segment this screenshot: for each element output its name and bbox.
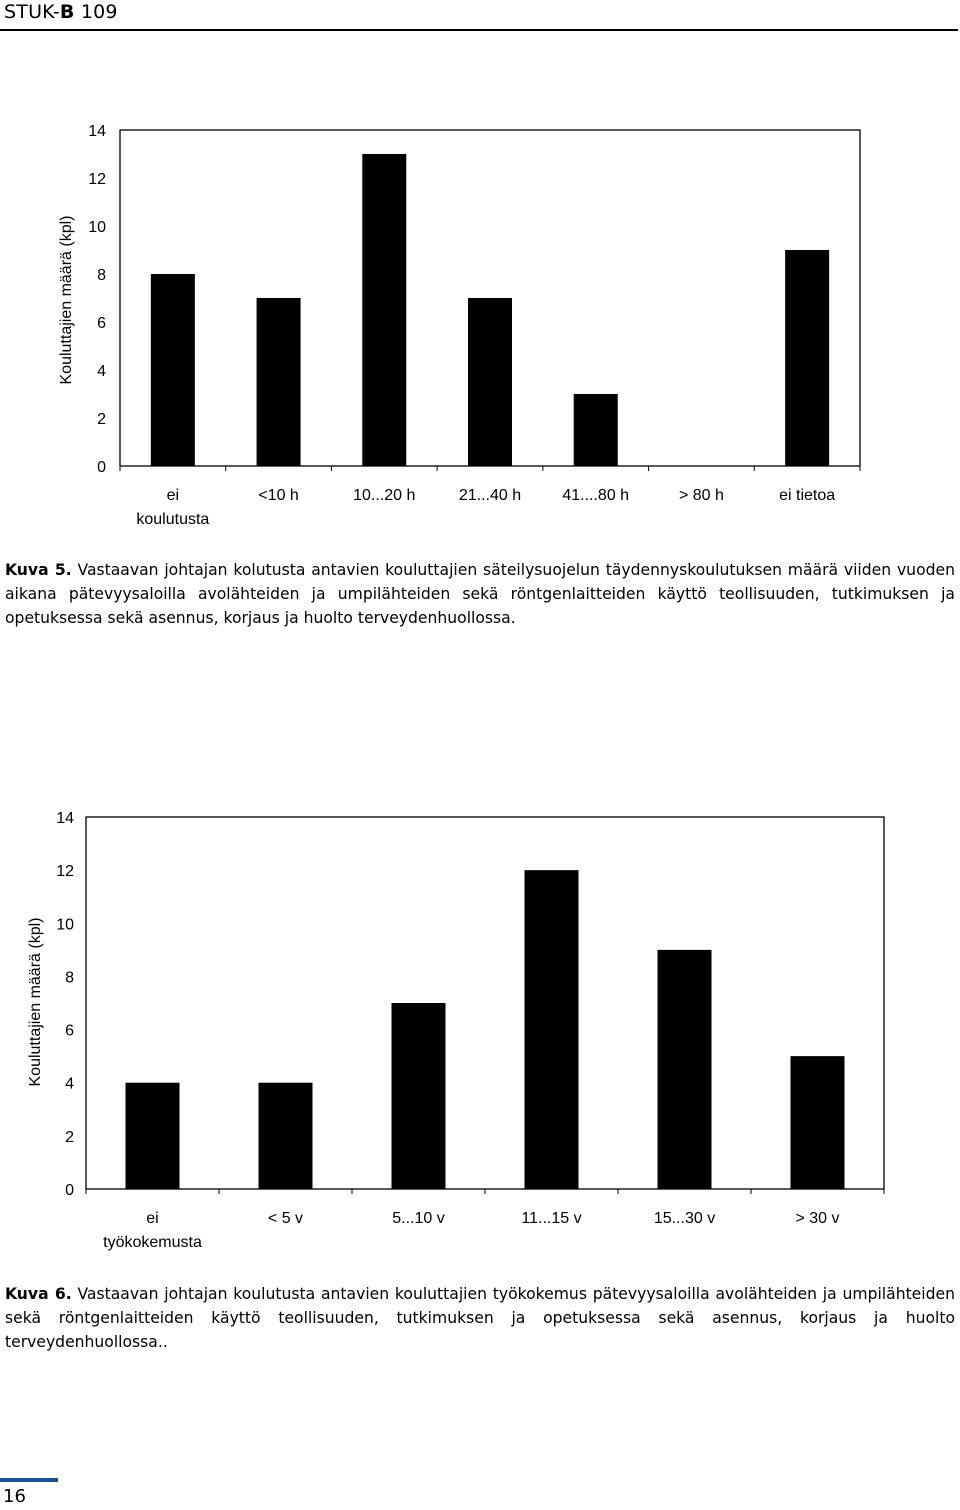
bar [574, 394, 618, 466]
x-category-label [521, 1210, 581, 1227]
y-tick-label: 12 [56, 863, 74, 881]
x-category-label-line: 10...20 h [353, 487, 416, 504]
x-category-label [679, 487, 724, 504]
y-tick-label: 6 [97, 315, 106, 332]
y-tick-label: 10 [88, 219, 106, 236]
plot-area-frame [86, 817, 884, 1189]
x-category-label-line: ei [166, 487, 180, 504]
x-category-label [562, 487, 629, 504]
figure-5-text: Vastaavan johtajan kolutusta antavien kouluttajien säteilysuojelun täydennyskoulutuksen määrä viiden vuoden aikana pätevyysaloilla avolähteiden ja umpilähteiden sekä röntgenlaitteiden käyttö teollisuuden, tutkimuksen ja opetuksessa sekä asennus, korjaus ja huolto terveydenhuollossa. [5, 561, 955, 627]
bar [785, 250, 829, 466]
x-category-label-line: > 30 v [795, 1210, 840, 1227]
figure-5-svg [0, 110, 960, 540]
x-category-label [258, 487, 298, 504]
series-title [4, 1, 118, 23]
x-category-label [392, 1210, 444, 1227]
x-category-label-line: 41....80 h [562, 487, 630, 504]
x-category-label-line: > 80 h [678, 487, 724, 504]
y-axis-label: Kouluttajien määrä (kpl) [58, 215, 75, 385]
figure-6-caption [5, 1282, 955, 1354]
x-category-label-line: ei [146, 1210, 159, 1227]
x-category-label-line: <10 h [258, 487, 299, 504]
y-tick-label: 0 [65, 1182, 74, 1199]
page-header [0, 0, 960, 32]
bar [791, 1056, 845, 1189]
bar [468, 298, 512, 466]
figure-5-label: Kuva 5. [5, 561, 72, 579]
x-category-label [268, 1210, 303, 1227]
y-tick-label: 8 [97, 267, 106, 284]
series-prefix: STUK- [4, 1, 60, 23]
figure-6-label: Kuva 6. [5, 1285, 72, 1303]
bar [259, 1083, 313, 1189]
x-category-label [103, 1210, 202, 1251]
series-letter: B [59, 1, 75, 23]
figure-5-caption [5, 558, 955, 630]
y-tick-label: 6 [65, 1022, 74, 1040]
y-tick-label: 8 [65, 969, 74, 987]
x-category-label [654, 1210, 715, 1227]
header-rule [0, 29, 958, 31]
x-category-label-line: 5...10 v [392, 1210, 445, 1227]
y-axis-label: Kouluttajien määrä (kpl) [27, 917, 44, 1087]
x-category-label-line: työkokemusta [103, 1234, 202, 1251]
y-tick-label: 4 [97, 363, 106, 380]
y-tick-label: 14 [56, 810, 74, 827]
x-category-label-line: ei tietoa [779, 487, 836, 504]
y-tick-label: 4 [65, 1075, 74, 1093]
x-category-label-line: 15...30 v [653, 1210, 716, 1227]
bar [126, 1083, 180, 1189]
y-tick-label: 0 [97, 459, 106, 476]
bar [151, 274, 195, 466]
x-category-label [795, 1210, 839, 1227]
footer-rule [0, 1478, 58, 1482]
y-tick-label: 2 [65, 1128, 74, 1146]
bar [392, 1003, 446, 1189]
bar [362, 154, 406, 466]
y-tick-label: 12 [88, 171, 106, 188]
x-category-label-line: koulutusta [136, 511, 210, 528]
figure-6-svg [0, 800, 960, 1260]
x-category-label [459, 487, 521, 504]
x-category-label [353, 487, 415, 504]
y-tick-label: 2 [97, 411, 106, 428]
figure-6-chart [0, 800, 960, 1260]
bar [525, 870, 579, 1189]
bar [658, 950, 712, 1189]
figure-6-text: Vastaavan johtajan koulutusta antavien kouluttajien työkokemus pätevyysaloilla avolähteiden ja umpilähteiden sekä röntgenlaitteiden käyttö teollisuuden, tutkimuksen ja opetuksessa sekä asennus, korjaus ja huolto terveydenhuollossa.. [5, 1285, 955, 1351]
x-category-label-line: 21...40 h [458, 487, 522, 504]
x-category-label-line: < 5 v [267, 1210, 304, 1227]
y-tick-label: 14 [88, 123, 106, 140]
x-category-label [779, 487, 835, 504]
bar [257, 298, 301, 466]
series-number: 109 [74, 1, 118, 23]
x-category-label [136, 487, 209, 528]
figure-5-chart [0, 110, 960, 540]
page-number: 16 [3, 1486, 26, 1507]
x-category-label-line: 11...15 v [521, 1210, 582, 1227]
y-tick-label: 10 [56, 916, 74, 934]
